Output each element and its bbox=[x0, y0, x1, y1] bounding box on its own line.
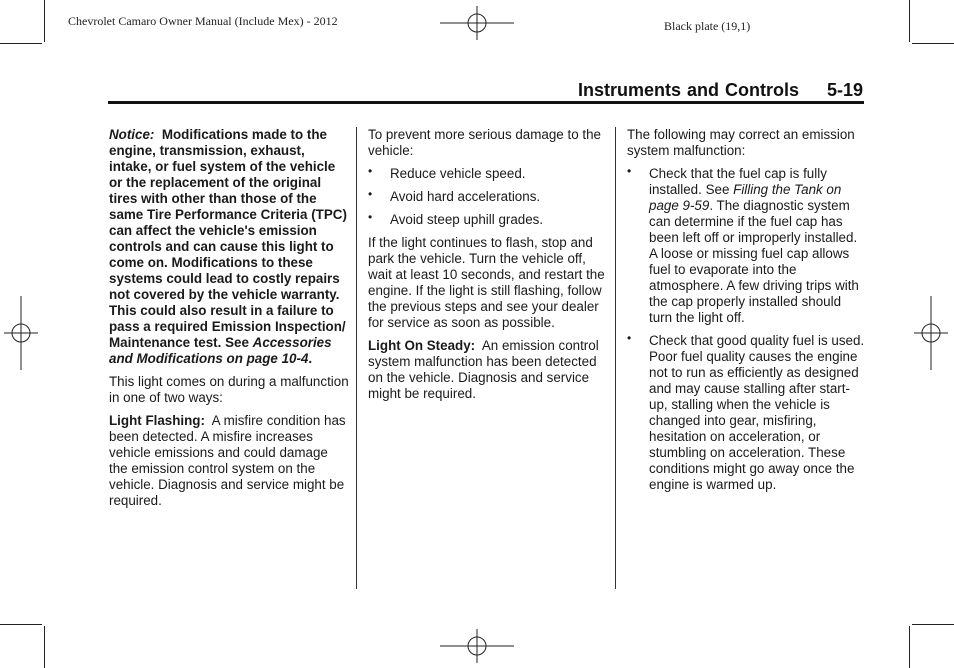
column-divider-1 bbox=[356, 127, 357, 589]
column-1 bbox=[109, 127, 349, 516]
list-item-text: Avoid steep uphill grades. bbox=[390, 212, 544, 227]
registration-mark-right-icon bbox=[914, 296, 948, 370]
bullet-icon: • bbox=[368, 187, 373, 201]
crop-mark-br-v bbox=[909, 626, 910, 668]
bullet-icon: • bbox=[627, 164, 632, 178]
flashing-paragraph bbox=[109, 413, 349, 509]
bullet-icon: • bbox=[627, 331, 632, 345]
column-divider-2 bbox=[615, 127, 616, 589]
plate-label: Black plate (19,1) bbox=[664, 19, 751, 33]
correct-list bbox=[627, 166, 865, 493]
list-item bbox=[368, 212, 606, 228]
crop-mark-tl-v bbox=[44, 0, 45, 42]
prevent-list bbox=[368, 166, 606, 228]
registration-mark-bottom-icon bbox=[440, 629, 514, 663]
crop-mark-bl-v bbox=[44, 626, 45, 668]
fuel-cap-cross-reference[interactable]: Filling the Tank on page 9-59 bbox=[649, 182, 842, 213]
correct-intro: The following may correct an emission system malfunction: bbox=[627, 127, 855, 158]
page-title bbox=[578, 80, 863, 101]
list-item-text: Reduce vehicle speed. bbox=[390, 166, 526, 181]
manual-title: Chevrolet Camaro Owner Manual (Include Mex) - 2012 bbox=[68, 14, 338, 28]
notice-label: Notice: bbox=[109, 127, 155, 142]
flashing-text: A misfire condition has been detected. A misfire increases vehicle emissions and could damage the emission control system on the vehicle. Diagnosis and service might be required. bbox=[109, 413, 346, 508]
crop-mark-tr-v bbox=[909, 0, 910, 42]
list-item bbox=[368, 189, 606, 205]
header-rule bbox=[108, 101, 864, 104]
fuel-quality-text: Check that good quality fuel is used. Poor fuel quality causes the engine not to run as efficiently as designed and may cause stalling after start-up, stalling when the vehicle is changed into gear, misfiring, hesitation on acceleration, or stumbling on acceleration. These conditions might go away once the engine is warmed up. bbox=[649, 333, 865, 492]
list-item bbox=[627, 333, 865, 493]
notice-text: Modifications made to the engine, transmission, exhaust, intake, or fuel system of the vehicle or the replacement of the original tires with other than those of the same Tire Performance Criteria (TPC) can affect the vehicle's emission controls and can cause this light to come on. Modifications to these systems could lead to costly repairs not covered by the vehicle warranty. This could also result in a failure to pass a required Emission Inspection/ Maintenance test. See bbox=[109, 127, 347, 350]
crop-mark-tr-h bbox=[912, 43, 954, 44]
registration-mark-top-icon bbox=[440, 6, 514, 40]
crop-mark-tl-h bbox=[0, 43, 42, 44]
notice-end: . bbox=[308, 351, 313, 366]
list-item bbox=[627, 166, 865, 326]
list-item bbox=[368, 166, 606, 182]
prevent-intro: To prevent more serious damage to the vehicle: bbox=[368, 127, 601, 158]
bullet-icon: • bbox=[368, 210, 373, 224]
column-3 bbox=[627, 127, 865, 500]
steady-paragraph bbox=[368, 338, 606, 402]
crop-mark-br-h bbox=[912, 624, 954, 625]
fuel-cap-text: Check that the fuel cap is fully installed. See bbox=[649, 166, 827, 197]
list-item-text: Avoid hard accelerations. bbox=[390, 189, 541, 204]
flashing-label: Light Flashing: bbox=[109, 413, 205, 428]
notice-cross-reference[interactable]: Accessories and Modifications on page 10-4 bbox=[109, 335, 332, 366]
column-2 bbox=[368, 127, 606, 409]
bullet-icon: • bbox=[368, 164, 373, 178]
page-number: 5-19 bbox=[826, 80, 863, 100]
notice-paragraph bbox=[109, 127, 349, 367]
crop-mark-bl-h bbox=[0, 624, 42, 625]
fuel-cap-text-end: . The diagnostic system can determine if the fuel cap has been left off or improperly installed. A loose or missing fuel cap allows fuel to evaporate into the atmosphere. A few driving trips with the cap properly installed should turn the light off. bbox=[649, 198, 859, 325]
registration-mark-left-icon bbox=[4, 296, 38, 370]
section-title: Instruments and Controls bbox=[577, 80, 799, 100]
steady-label: Light On Steady: bbox=[368, 338, 476, 353]
steady-text: An emission control system malfunction has been detected on the vehicle. Diagnosis and service might be required. bbox=[368, 338, 599, 401]
intro-paragraph: This light comes on during a malfunction in one of two ways: bbox=[109, 374, 349, 405]
continue-paragraph: If the light continues to flash, stop and park the vehicle. Turn the vehicle off, wait at least 10 seconds, and restart the engine. If the light is still flashing, follow the previous steps and see your dealer for service as soon as possible. bbox=[368, 235, 605, 330]
